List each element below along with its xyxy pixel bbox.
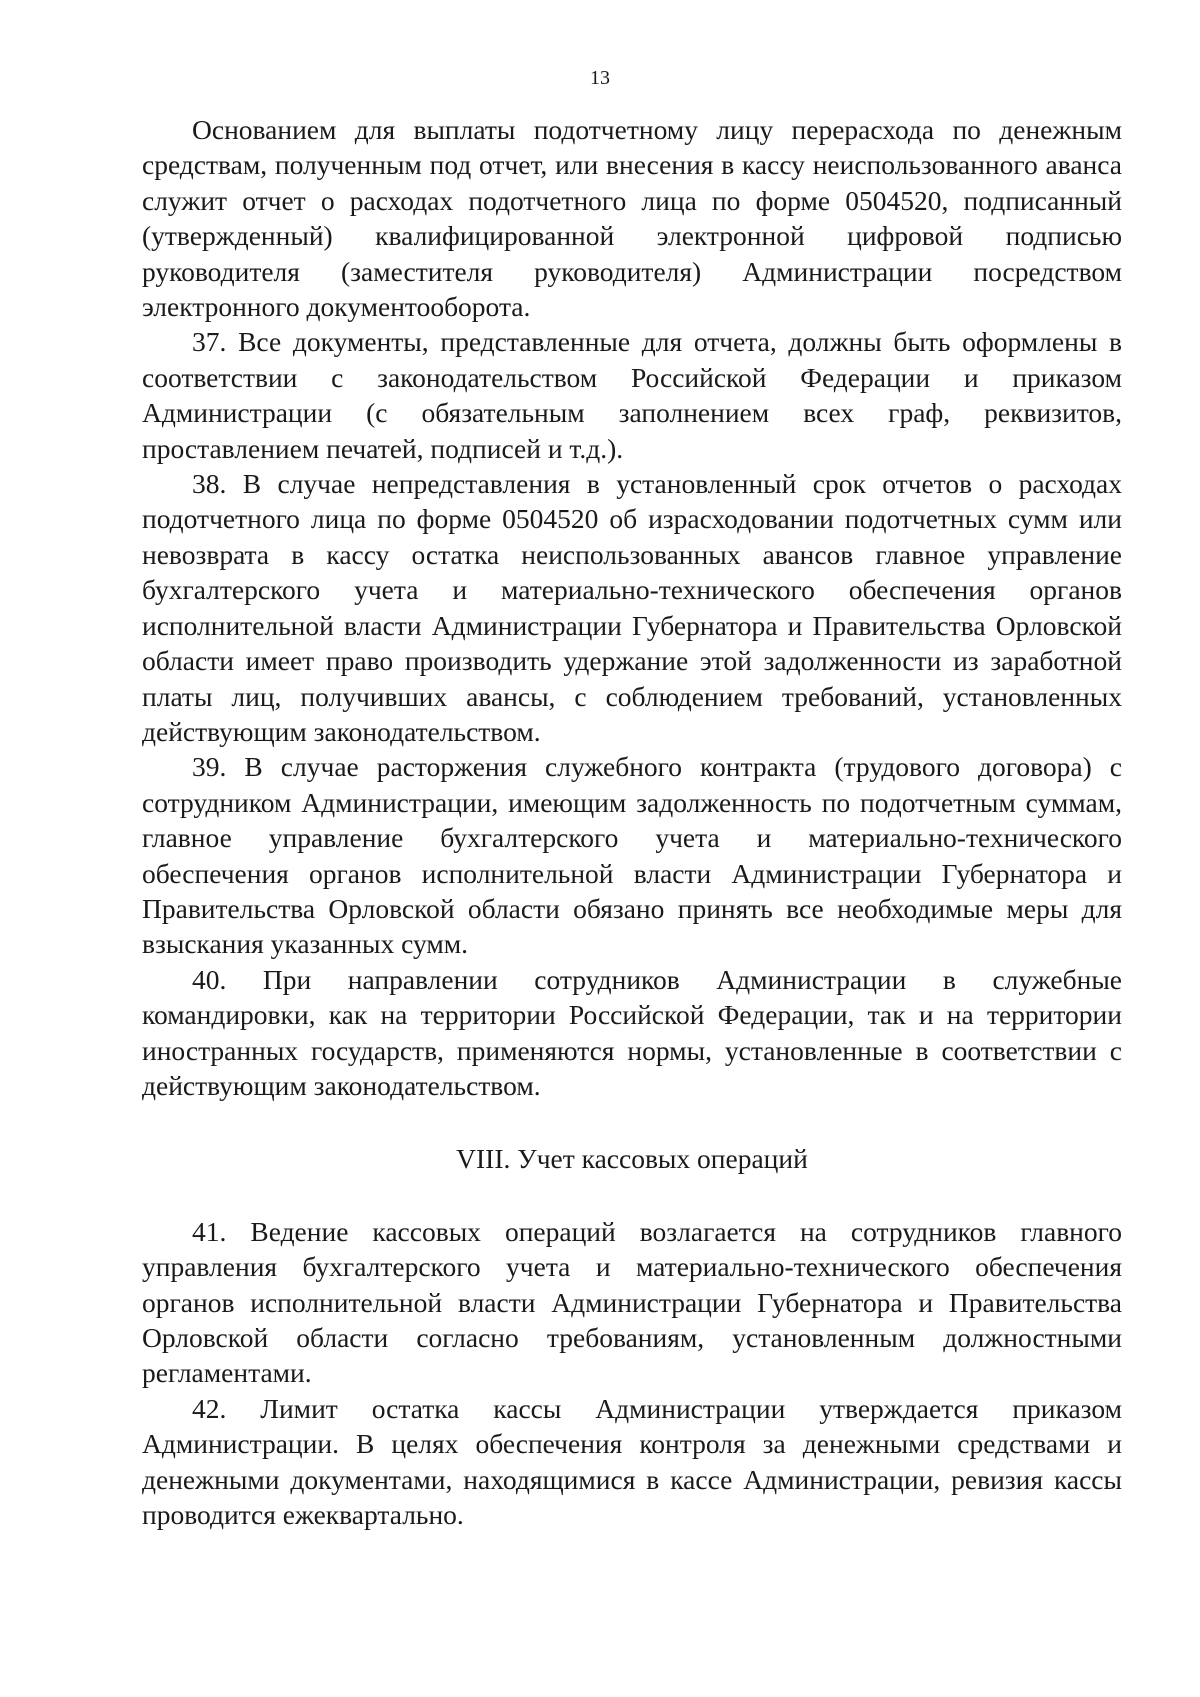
paragraph-37: 37. Все документы, представленные для отчета, должны быть оформлены в соответствии с законодательством Российской Федерации и приказом Администрации (с обязательным заполнением всех граф, реквизитов, проставлением печатей, подписей и т.д.). bbox=[142, 326, 1122, 464]
paragraph-advance-basis: Основанием для выплаты подотчетному лицу перерасхода по денежным средствам, полученным под отчет, или внесения в кассу неиспользованного аванса служит отчет о расходах подотчетного лица по форме 0504520, подписанный (утвержденный) квалифицированной электронной цифровой подписью руководителя (заместителя руководителя) Администрации посредством электронного документооборота. bbox=[142, 114, 1122, 323]
page-number: 13 bbox=[590, 67, 610, 89]
paragraph-39: 39. В случае расторжения служебного контракта (трудового договора) с сотрудником Администрации, имеющим задолженность по подотчетным суммам, главное управление бухгалтерского учета и материально-технического обеспечения органов исполнительной власти Администрации Губернатора и Правительства Орловской области обязано принять все необходимые меры для взыскания указанных сумм. bbox=[142, 751, 1122, 960]
section-heading: VIII. Учет кассовых операций bbox=[456, 1143, 808, 1175]
paragraph-38: 38. В случае непредставления в установленный срок отчетов о расходах подотчетного лица по форме 0504520 об израсходовании подотчетных сумм или невозврата в кассу остатка неиспользованных авансов главное управление бухгалтерского учета и материально-технического обеспечения органов исполнительной власти Администрации Губернатора и Правительства Орловской области имеет право производить удержание этой задолженности из заработной платы лиц, получивших авансы, с соблюдением требований, установленных действующим законодательством. bbox=[142, 468, 1122, 747]
paragraph-42: 42. Лимит остатка кассы Администрации утверждается приказом Администрации. В целях обеспечения контроля за денежными средствами и денежными документами, находящимися в кассе Администрации, ревизия кассы проводится ежеквартально. bbox=[142, 1392, 1122, 1531]
document-body bbox=[142, 112, 1122, 1532]
paragraph-40: 40. При направлении сотрудников Администрации в служебные командировки, как на территории Российской Федерации, так и на территории иностранных государств, применяются нормы, установленные в соответствии с действующим законодательством. bbox=[142, 963, 1122, 1101]
paragraph-41: 41. Ведение кассовых операций возлагается на сотрудников главного управления бухгалтерского учета и материально-технического обеспечения органов исполнительной власти Администрации Губернатора и Правительства Орловской области согласно требованиям, установленным должностными регламентами. bbox=[142, 1215, 1122, 1389]
